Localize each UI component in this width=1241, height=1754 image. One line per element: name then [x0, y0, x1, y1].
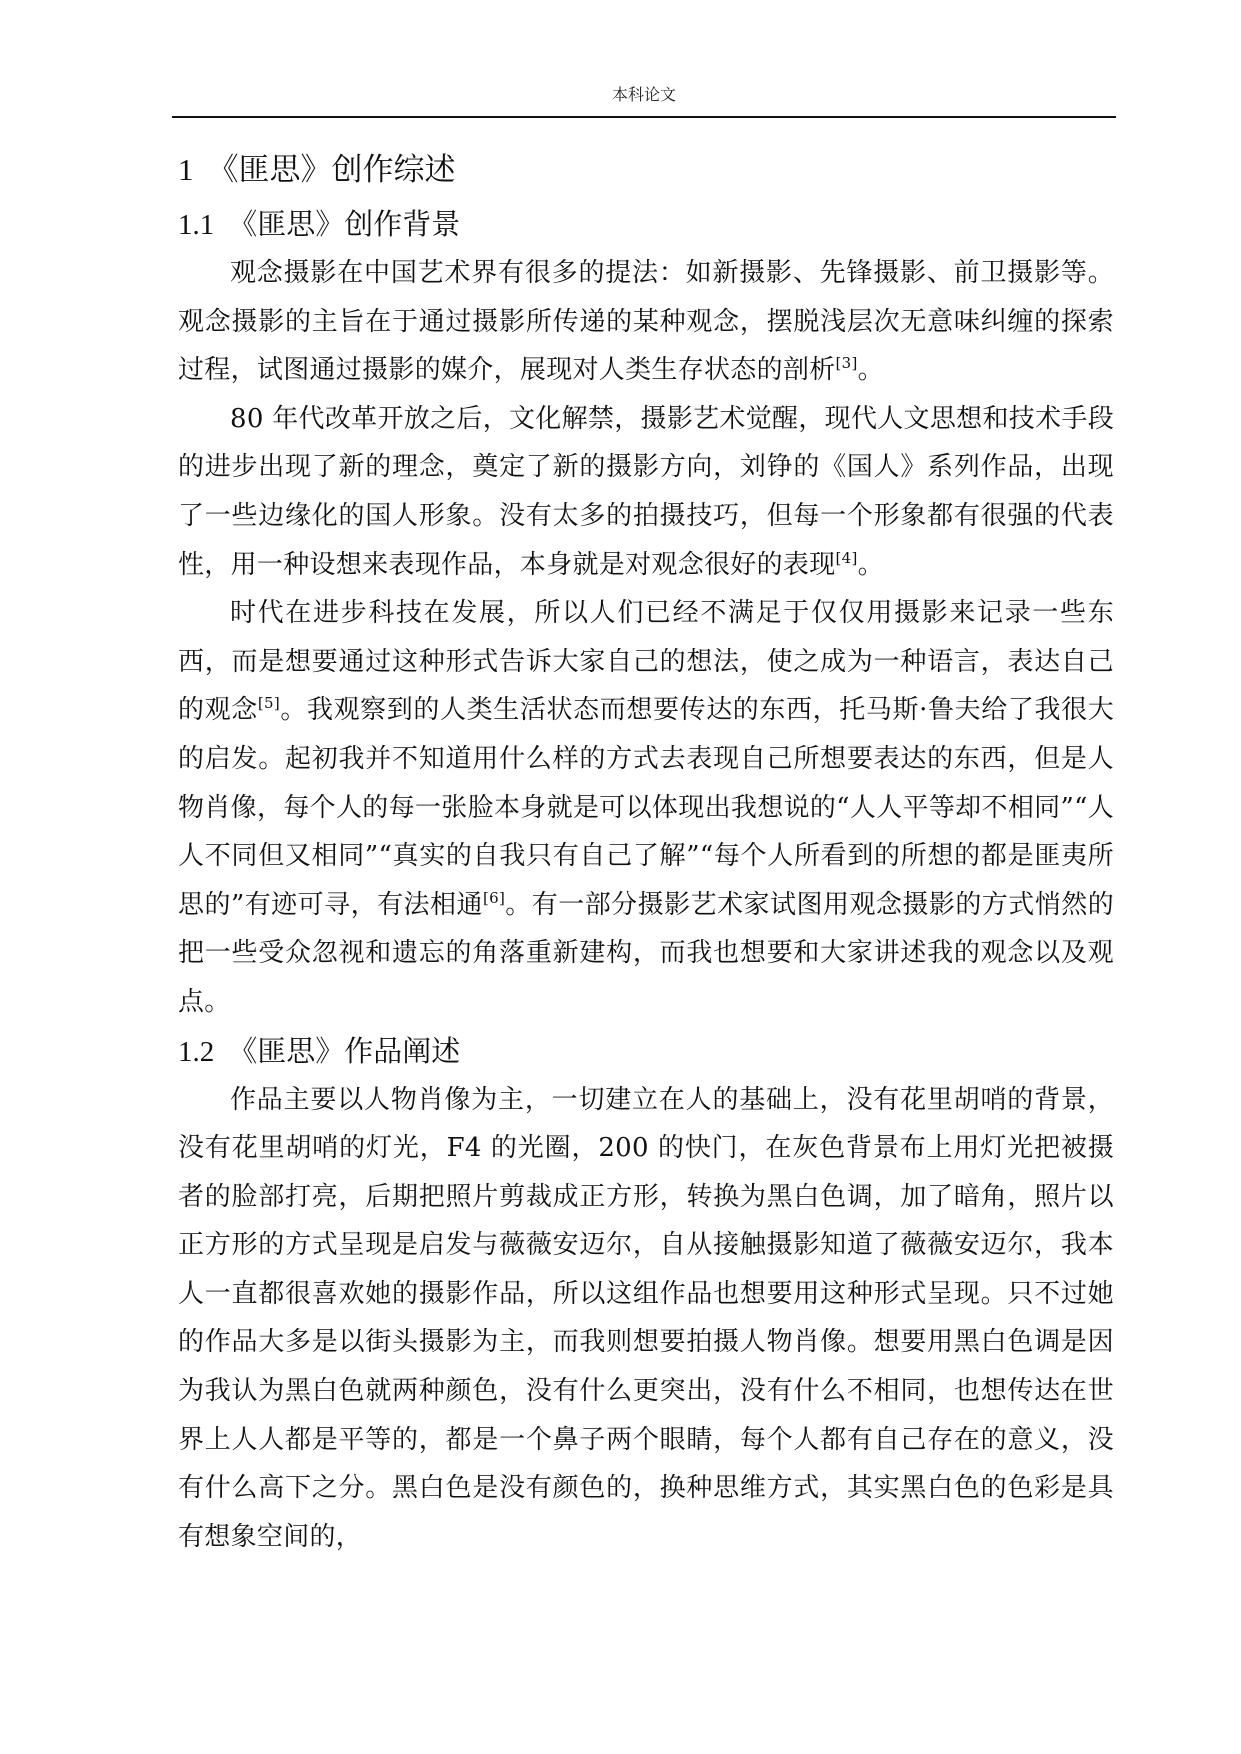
citation-ref: [6]: [482, 888, 506, 907]
paragraph-1-1-1: [178, 249, 1114, 395]
page-header: [172, 84, 1116, 118]
section-1-2-number: 1.2: [178, 1035, 215, 1068]
paragraph-tail: 。: [857, 549, 884, 580]
paragraph-tail: 。: [857, 355, 884, 386]
paragraph-1-1-2: [178, 395, 1114, 589]
section-1-1-title: 《匪思》创作背景: [228, 207, 461, 241]
citation-ref: [5]: [257, 694, 281, 713]
paragraph-text: 80 年代改革开放之后，文化解禁，摄影艺术觉醒，现代人文思想和技术手段的进步出现了新的理念，奠定了新的摄影方向，刘铮的《国人》系列作品，出现了一些边缘化的国人形象。没有太多的拍摄技巧，但每一个形象都有很强的代表性，用一种设想来表现作品，本身就是对观念很好的表现: [178, 403, 1114, 580]
paragraph-text-c: 。有一部分摄影艺术家试图用观念摄影的方式悄然的把一些受众忽视和遗忘的角落重新建构，而我也想要和大家讲述我的观念以及观点。: [178, 889, 1114, 1017]
paragraph-1-2-1: [178, 1076, 1114, 1562]
citation-ref: [4]: [835, 548, 858, 567]
paragraph-text-b: 。我观察到的人类生活状态而想要传达的东西，托马斯·鲁夫给了我很大的启发。起初我并不知道用什么样的方式去表现自己所想要表达的东西，但是人物肖像，每个人的每一张脸本身就是可以体现出我想说的“人人平等却不相同”“人人不同但又相同”“真实的自我只有自己了解”“每个人所看到的所想的都是匪夷所思的”有迹可寻，有法相通: [178, 695, 1114, 920]
section-1-2-heading: [178, 1027, 1114, 1076]
paragraph-text: 观念摄影在中国艺术界有很多的提法：如新摄影、先锋摄影、前卫摄影等。观念摄影的主旨在于通过摄影所传递的某种观念，摆脱浅层次无意味纠缠的探索过程，试图通过摄影的媒介，展现对人类生存状态的剖析: [178, 258, 1114, 386]
citation-ref: [3]: [835, 354, 858, 373]
header-title: 本科论文: [611, 85, 676, 104]
document-body: [178, 146, 1114, 1561]
paragraph-1-1-3: [178, 589, 1114, 1026]
section-1-title: 《匪思》创作综述: [207, 152, 456, 188]
section-1-2-title: 《匪思》作品阐述: [228, 1033, 461, 1068]
section-1-1-number: 1.1: [178, 209, 215, 241]
section-1-number: 1: [178, 152, 194, 187]
section-1-heading: [178, 146, 1114, 194]
paragraph-text-a: 时代在进步科技在发展，所以人们已经不满足于仅仅用摄影来记录一些东西，而是想要通过这种形式告诉大家自己的想法，使之成为一种语言，表达自己的观念: [178, 598, 1114, 726]
section-1-1-heading: [178, 200, 1114, 249]
paragraph-text: 作品主要以人物肖像为主，一切建立在人的基础上，没有花里胡哨的背景，没有花里胡哨的灯光，F4 的光圈，200 的快门，在灰色背景布上用灯光把被摄者的脸部打亮，后期把照片剪裁成正方形，转换为黑白色调，加了暗角，照片以正方形的方式呈现是启发与薇薇安迈尔，自从接触摄影知道了薇薇安迈尔，我本人一直都很喜欢她的摄影作品，所以这组作品也想要用这种形式呈现。只不过她的作品大多是以街头摄影为主，而我则想要拍摄人物肖像。想要用黑白色调是因为我认为黑白色就两种颜色，没有什么更突出，没有什么不相同，也想传达在世界上人人都是平等的，都是一个鼻子两个眼睛，每个人都有自己存在的意义，没有什么高下之分。黑白色是没有颜色的，换种思维方式，其实黑白色的色彩是具有想象空间的，: [178, 1084, 1114, 1552]
